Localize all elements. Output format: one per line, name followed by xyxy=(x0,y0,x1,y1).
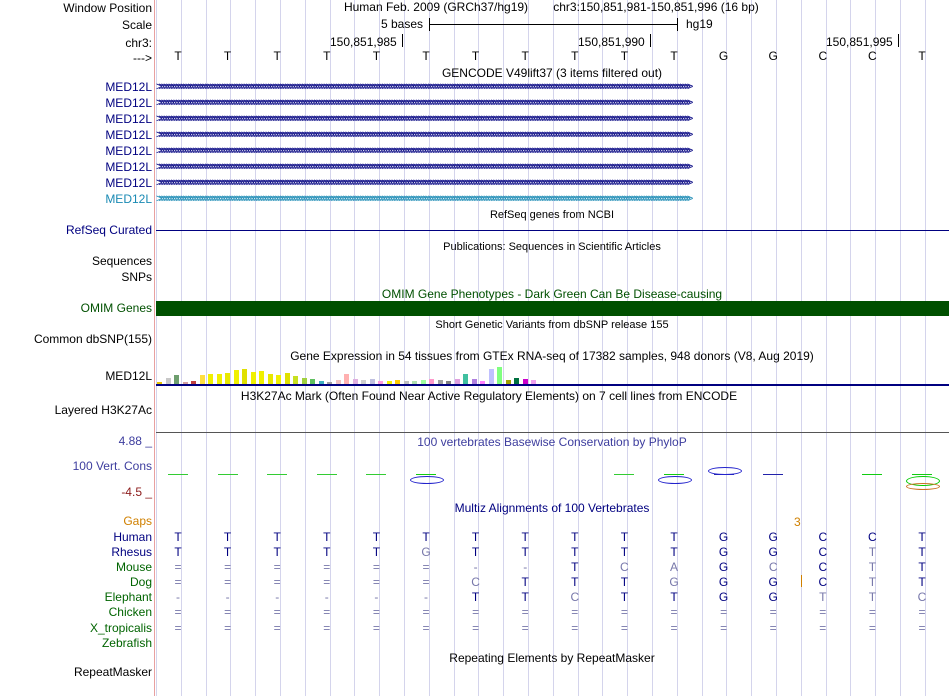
sequence-base: T xyxy=(223,49,232,63)
alignment-base: C xyxy=(768,560,778,574)
alignment-base: = xyxy=(273,621,281,635)
sequence-base: T xyxy=(620,49,629,63)
alignment-base: = xyxy=(273,575,281,589)
alignment-base: C xyxy=(818,560,828,574)
window-position-label: Window Position xyxy=(63,1,152,15)
gene-label-med12l[interactable]: MED12L xyxy=(105,128,152,142)
alignment-base: = xyxy=(868,605,876,619)
alignment-base: = xyxy=(174,621,182,635)
alignment-base: C xyxy=(818,575,828,589)
phylop-score-mark[interactable] xyxy=(614,474,634,475)
h3k27ac-track-title: H3K27Ac Mark (Often Found Near Active Regulatory Elements) on 7 cell lines from ENCODE xyxy=(240,389,738,403)
phylop-logo-glyph xyxy=(658,476,692,484)
sequence-base: T xyxy=(521,49,529,63)
alignment-base: T xyxy=(223,545,232,559)
alignment-base: = xyxy=(174,575,182,589)
alignment-base: - xyxy=(176,590,180,604)
transcript-arrow-line[interactable]: >>>>>>>>>>>>>>>>>>>>>>>>>>>>>>>>>>>>>>>>>>>>>>>>>>>>>>>>>>>>>>>>>>>>>>>>>>>>>>>>>>>>>>>>>>>>>>>>>>>>>>>>>>>>>>>>>>>>>>>>>>>>>>>>>>>>>>>>>>>>>>>>>>>>>>>>>>>>>>>>>>>>>>>>>>>>>>>>>>>>>>>>>>>>>>>>>>>>>>>>>>>>>>>>>>>>>>>>>>>> xyxy=(156,161,690,173)
repeatmasker-track-title: Repeating Elements by RepeatMasker xyxy=(449,651,655,665)
alignment-base: C xyxy=(818,545,828,559)
alignment-base: T xyxy=(521,575,529,589)
alignment-base: = xyxy=(323,621,331,635)
transcript-arrow-line[interactable]: >>>>>>>>>>>>>>>>>>>>>>>>>>>>>>>>>>>>>>>>>>>>>>>>>>>>>>>>>>>>>>>>>>>>>>>>>>>>>>>>>>>>>>>>>>>>>>>>>>>>>>>>>>>>>>>>>>>>>>>>>>>>>>>>>>>>>>>>>>>>>>>>>>>>>>>>>>>>>>>>>>>>>>>>>>>>>>>>>>>>>>>>>>>>>>>>>>>>>>>>>>>>>>>>>>>>>>>>>>>> xyxy=(156,145,690,157)
omim-gene-bar[interactable] xyxy=(156,301,949,316)
alignment-base: T xyxy=(868,590,877,604)
alignment-base: = xyxy=(472,621,480,635)
alignment-base: T xyxy=(571,560,579,574)
alignment-base: = xyxy=(422,560,430,574)
alignment-base: = xyxy=(422,605,430,619)
alignment-base: C xyxy=(868,530,877,544)
track-data-area[interactable] xyxy=(156,0,950,696)
sequence-base: C xyxy=(818,49,828,63)
alignment-base: - xyxy=(324,590,329,604)
phylop-score-mark[interactable] xyxy=(218,474,238,475)
gtex-tissue-bar[interactable] xyxy=(268,374,273,384)
gtex-tissue-bar[interactable] xyxy=(217,374,222,384)
alignment-base: = xyxy=(918,605,926,619)
gene-label-med12l[interactable]: MED12L xyxy=(105,80,152,94)
species-label-mouse: Mouse xyxy=(115,560,152,574)
gtex-tissue-bar[interactable] xyxy=(251,372,256,384)
coordinate-tick-2 xyxy=(650,34,651,47)
alignment-base: G xyxy=(718,530,729,544)
alignment-base: - xyxy=(374,590,379,604)
alignment-base: = xyxy=(472,605,480,619)
alignment-base: = xyxy=(273,560,281,574)
phylop-score-mark[interactable] xyxy=(416,474,436,475)
species-label-chicken: Chicken xyxy=(108,605,152,619)
repeatmasker-label[interactable]: RepeatMasker xyxy=(73,665,152,679)
gene-label-med12l[interactable]: MED12L xyxy=(105,176,152,190)
strand-label[interactable]: ---> xyxy=(133,51,152,65)
coordinate-label-3: 150,851,995 xyxy=(826,35,893,49)
alignment-base: = xyxy=(174,560,182,574)
alignment-base: T xyxy=(422,530,430,544)
alignment-base: T xyxy=(620,545,629,559)
sequence-base: G xyxy=(718,49,729,63)
sequence-base: T xyxy=(372,49,381,63)
alignment-base: = xyxy=(224,560,232,574)
species-label-elephant: Elephant xyxy=(104,590,152,604)
alignment-base: = xyxy=(372,605,380,619)
snps-label[interactable]: SNPs xyxy=(121,270,152,284)
coordinate-tick-3 xyxy=(898,34,899,47)
alignment-base: = xyxy=(422,575,430,589)
scale-bar-tick-right xyxy=(677,18,678,31)
alignment-base: T xyxy=(471,530,480,544)
gene-label-med12l[interactable]: MED12L xyxy=(105,144,152,158)
alignment-base: T xyxy=(521,545,529,559)
phylop-score-mark[interactable] xyxy=(168,474,188,475)
alignment-base: T xyxy=(819,590,827,604)
gtex-tissue-bar[interactable] xyxy=(344,374,349,384)
alignment-base: T xyxy=(620,590,629,604)
coordinate-tick-1 xyxy=(402,34,403,47)
alignment-base: T xyxy=(223,530,232,544)
conservation-track-label[interactable]: 100 Vert. Cons xyxy=(72,459,152,473)
alignment-base: T xyxy=(323,545,331,559)
alignment-base: = xyxy=(720,605,728,619)
alignment-base: = xyxy=(422,621,430,635)
alignment-base: = xyxy=(273,605,281,619)
phylop-score-mark[interactable] xyxy=(763,474,783,475)
gtex-tissue-bar[interactable] xyxy=(276,375,281,384)
alignment-base: T xyxy=(918,530,926,544)
alignment-base: = xyxy=(323,560,331,574)
publications-track-title: Publications: Sequences in Scientific Articles xyxy=(443,241,661,253)
coordinate-label-1: 150,851,985 xyxy=(330,35,397,49)
alignment-base: T xyxy=(620,575,629,589)
sequence-base: T xyxy=(471,49,480,63)
gtex-tissue-bar[interactable] xyxy=(242,369,247,384)
transcript-arrow-line[interactable]: >>>>>>>>>>>>>>>>>>>>>>>>>>>>>>>>>>>>>>>>>>>>>>>>>>>>>>>>>>>>>>>>>>>>>>>>>>>>>>>>>>>>>>>>>>>>>>>>>>>>>>>>>>>>>>>>>>>>>>>>>>>>>>>>>>>>>>>>>>>>>>>>>>>>>>>>>>>>>>>>>>>>>>>>>>>>>>>>>>>>>>>>>>>>>>>>>>>>>>>>>>>>>>>>>>>>>>>>>>>> xyxy=(156,97,690,109)
phylop-score-mark[interactable] xyxy=(267,474,287,475)
gtex-tissue-bar[interactable] xyxy=(259,371,264,384)
alignment-base: = xyxy=(372,621,380,635)
transcript-arrow-line[interactable]: >>>>>>>>>>>>>>>>>>>>>>>>>>>>>>>>>>>>>>>>>>>>>>>>>>>>>>>>>>>>>>>>>>>>>>>>>>>>>>>>>>>>>>>>>>>>>>>>>>>>>>>>>>>>>>>>>>>>>>>>>>>>>>>>>>>>>>>>>>>>>>>>>>>>>>>>>>>>>>>>>>>>>>>>>>>>>>>>>>>>>>>>>>>>>>>>>>>>>>>>>>>>>>>>>>>>>>>>>>>> xyxy=(156,81,690,93)
phylop-score-mark[interactable] xyxy=(912,474,932,475)
gtex-tissue-bar[interactable] xyxy=(463,374,468,384)
gap-marker xyxy=(801,575,802,587)
phylop-logo-glyph xyxy=(708,467,742,475)
alignment-base: T xyxy=(571,545,579,559)
alignment-base: = xyxy=(769,605,777,619)
gtex-tissue-bar[interactable] xyxy=(174,375,179,384)
transcript-arrow-line[interactable]: >>>>>>>>>>>>>>>>>>>>>>>>>>>>>>>>>>>>>>>>>>>>>>>>>>>>>>>>>>>>>>>>>>>>>>>>>>>>>>>>>>>>>>>>>>>>>>>>>>>>>>>>>>>>>>>>>>>>>>>>>>>>>>>>>>>>>>>>>>>>>>>>>>>>>>>>>>>>>>>>>>>>>>>>>>>>>>>>>>>>>>>>>>>>>>>>>>>>>>>>>>>>>>>>>>>>>>>>>>>> xyxy=(156,177,690,189)
alignment-base: T xyxy=(521,590,529,604)
alignment-base: T xyxy=(918,575,926,589)
gene-label-med12l[interactable]: MED12L xyxy=(105,160,152,174)
alignment-base: T xyxy=(918,560,926,574)
sequence-base: G xyxy=(768,49,778,63)
alignment-base: = xyxy=(224,605,232,619)
sequence-base: T xyxy=(670,49,678,63)
alignment-base: G xyxy=(421,545,431,559)
alignment-base: = xyxy=(769,621,777,635)
alignment-base: = xyxy=(323,575,331,589)
h3k27ac-baseline xyxy=(156,432,949,433)
scale-label: Scale xyxy=(121,18,152,32)
assembly-title: Human Feb. 2009 (GRCh37/hg19) xyxy=(343,0,529,14)
gtex-tissue-bar[interactable] xyxy=(200,375,205,384)
gencode-track-title: GENCODE V49lift37 (3 items filtered out) xyxy=(441,66,663,80)
alignment-base: T xyxy=(372,545,381,559)
alignment-base: = xyxy=(224,575,232,589)
transcript-arrow-line[interactable]: >>>>>>>>>>>>>>>>>>>>>>>>>>>>>>>>>>>>>>>>>>>>>>>>>>>>>>>>>>>>>>>>>>>>>>>>>>>>>>>>>>>>>>>>>>>>>>>>>>>>>>>>>>>>>>>>>>>>>>>>>>>>>>>>>>>>>>>>>>>>>>>>>>>>>>>>>>>>>>>>>>>>>>>>>>>>>>>>>>>>>>>>>>>>>>>>>>>>>>>>>>>>>>>>>>>>>>>>>>>> xyxy=(156,193,690,205)
alignment-base: C xyxy=(570,590,580,604)
alignment-base: T xyxy=(868,545,877,559)
alignment-base: T xyxy=(918,545,926,559)
phylop-score-mark[interactable] xyxy=(862,474,882,475)
alignment-base: = xyxy=(819,605,827,619)
scale-bar-tick-left xyxy=(429,18,430,31)
transcript-arrow-line[interactable]: >>>>>>>>>>>>>>>>>>>>>>>>>>>>>>>>>>>>>>>>>>>>>>>>>>>>>>>>>>>>>>>>>>>>>>>>>>>>>>>>>>>>>>>>>>>>>>>>>>>>>>>>>>>>>>>>>>>>>>>>>>>>>>>>>>>>>>>>>>>>>>>>>>>>>>>>>>>>>>>>>>>>>>>>>>>>>>>>>>>>>>>>>>>>>>>>>>>>>>>>>>>>>>>>>>>>>>>>>>>> xyxy=(156,113,690,125)
alignment-base: = xyxy=(868,621,876,635)
alignment-base: C xyxy=(818,530,828,544)
track-label-column xyxy=(0,0,155,696)
alignment-base: = xyxy=(323,605,331,619)
species-label-rhesus: Rhesus xyxy=(111,545,152,559)
alignment-base: T xyxy=(620,530,629,544)
sequence-base: T xyxy=(273,49,281,63)
transcript-arrow-line[interactable]: >>>>>>>>>>>>>>>>>>>>>>>>>>>>>>>>>>>>>>>>>>>>>>>>>>>>>>>>>>>>>>>>>>>>>>>>>>>>>>>>>>>>>>>>>>>>>>>>>>>>>>>>>>>>>>>>>>>>>>>>>>>>>>>>>>>>>>>>>>>>>>>>>>>>>>>>>>>>>>>>>>>>>>>>>>>>>>>>>>>>>>>>>>>>>>>>>>>>>>>>>>>>>>>>>>>>>>>>>>>> xyxy=(156,129,690,141)
alignment-base: = xyxy=(521,605,529,619)
sequence-base: T xyxy=(323,49,331,63)
scale-bar xyxy=(429,24,678,25)
alignment-base: - xyxy=(424,590,428,604)
alignment-base: = xyxy=(571,605,579,619)
phylop-score-mark[interactable] xyxy=(317,474,337,475)
gtex-baseline xyxy=(156,384,949,386)
gtex-tissue-bar[interactable] xyxy=(225,373,230,384)
gap-count: 3 xyxy=(794,515,801,529)
assembly-short: hg19 xyxy=(686,17,713,31)
gtex-tissue-bar[interactable] xyxy=(234,370,239,384)
alignment-base: T xyxy=(670,530,678,544)
alignment-base: T xyxy=(670,545,678,559)
alignment-base: G xyxy=(718,575,729,589)
alignment-base: = xyxy=(918,621,926,635)
multiz-track-title: Multiz Alignments of 100 Vertebrates xyxy=(454,501,650,515)
alignment-base: T xyxy=(174,530,182,544)
alignment-base: T xyxy=(868,560,877,574)
gaps-label: Gaps xyxy=(123,514,152,528)
alignment-base: = xyxy=(670,605,678,619)
alignment-base: G xyxy=(768,545,778,559)
conservation-max-label: 4.88 _ xyxy=(118,434,152,448)
sequence-base: T xyxy=(918,49,926,63)
refseq-curated-label[interactable]: RefSeq Curated xyxy=(65,223,152,237)
alignment-base: T xyxy=(174,545,182,559)
alignment-base: T xyxy=(372,530,381,544)
gene-label-med12l[interactable]: MED12L xyxy=(105,192,152,206)
alignment-base: T xyxy=(273,530,281,544)
alignment-base: = xyxy=(521,621,529,635)
alignment-base: - xyxy=(225,590,230,604)
gtex-track-title: Gene Expression in 54 tissues from GTEx RNA-seq of 17382 samples, 948 donors (V8, Aug 2019) xyxy=(290,349,814,363)
omim-track-title: OMIM Gene Phenotypes - Dark Green Can Be Disease-causing xyxy=(381,287,723,301)
phylop-logo-glyph xyxy=(410,476,444,484)
alignment-base: G xyxy=(768,590,778,604)
gene-label-med12l[interactable]: MED12L xyxy=(105,112,152,126)
alignment-base: = xyxy=(174,605,182,619)
refseq-track-title: RefSeq genes from NCBI xyxy=(489,209,615,221)
gtex-tissue-bar[interactable] xyxy=(497,367,502,384)
alignment-base: = xyxy=(372,560,380,574)
alignment-base: T xyxy=(571,575,579,589)
gtex-gene-label[interactable]: MED12L xyxy=(105,369,152,383)
scale-bar-text: 5 bases xyxy=(380,17,424,31)
species-label-x-tropicalis: X_tropicalis xyxy=(89,621,152,635)
omim-genes-label[interactable]: OMIM Genes xyxy=(80,301,152,315)
alignment-base: = xyxy=(620,605,628,619)
species-label-human: Human xyxy=(113,530,152,544)
alignment-base: C xyxy=(620,560,629,574)
phylop-logo-glyph xyxy=(906,483,940,490)
alignment-base: = xyxy=(670,621,678,635)
alignment-base: T xyxy=(471,545,480,559)
dbsnp-label[interactable]: Common dbSNP(155) xyxy=(33,332,152,346)
alignment-base: C xyxy=(917,590,927,604)
species-label-zebrafish: Zebrafish xyxy=(101,636,152,650)
sequences-label[interactable]: Sequences xyxy=(91,254,152,268)
alignment-base: = xyxy=(224,621,232,635)
alignment-base: G xyxy=(768,575,778,589)
alignment-base: = xyxy=(571,621,579,635)
gene-label-med12l[interactable]: MED12L xyxy=(105,96,152,110)
gtex-tissue-bar[interactable] xyxy=(285,373,290,384)
conservation-min-label: -4.5 _ xyxy=(121,485,152,499)
gtex-tissue-bar[interactable] xyxy=(489,369,494,384)
sequence-base: T xyxy=(422,49,430,63)
species-label-dog: Dog xyxy=(129,575,152,589)
alignment-base: T xyxy=(571,530,579,544)
alignment-base: - xyxy=(473,560,478,574)
alignment-base: G xyxy=(718,545,729,559)
alignment-base: T xyxy=(670,590,678,604)
phylop-score-mark[interactable] xyxy=(664,474,684,475)
alignment-base: = xyxy=(372,575,380,589)
alignment-base: T xyxy=(323,530,331,544)
sequence-base: T xyxy=(571,49,579,63)
dbsnp-track-title: Short Genetic Variants from dbSNP release 155 xyxy=(435,319,669,331)
alignment-base: G xyxy=(768,530,778,544)
phylop-track-title: 100 vertebrates Basewise Conservation by PhyloP xyxy=(417,435,687,449)
refseq-gene-line[interactable] xyxy=(156,230,949,231)
alignment-base: T xyxy=(521,530,529,544)
alignment-base: G xyxy=(718,560,729,574)
alignment-base: C xyxy=(471,575,480,589)
alignment-base: G xyxy=(669,575,679,589)
alignment-base: - xyxy=(275,590,280,604)
sequence-base: T xyxy=(174,49,182,63)
alignment-base: A xyxy=(669,560,678,574)
chromosome-label: chr3: xyxy=(125,36,152,50)
h3k27ac-label[interactable]: Layered H3K27Ac xyxy=(54,403,152,417)
alignment-base: = xyxy=(819,621,827,635)
alignment-base: T xyxy=(273,545,281,559)
alignment-base: T xyxy=(471,590,480,604)
position-readout: chr3:150,851,981-150,851,996 (16 bp) xyxy=(553,0,759,14)
phylop-score-mark[interactable] xyxy=(366,474,386,475)
gtex-tissue-bar[interactable] xyxy=(293,376,298,384)
alignment-base: G xyxy=(718,590,729,604)
gtex-tissue-bar[interactable] xyxy=(208,374,213,384)
sequence-base: C xyxy=(868,49,877,63)
alignment-base: = xyxy=(720,621,728,635)
alignment-base: = xyxy=(620,621,628,635)
coordinate-label-2: 150,851,990 xyxy=(578,35,645,49)
alignment-base: T xyxy=(868,575,877,589)
alignment-base: - xyxy=(523,560,528,574)
